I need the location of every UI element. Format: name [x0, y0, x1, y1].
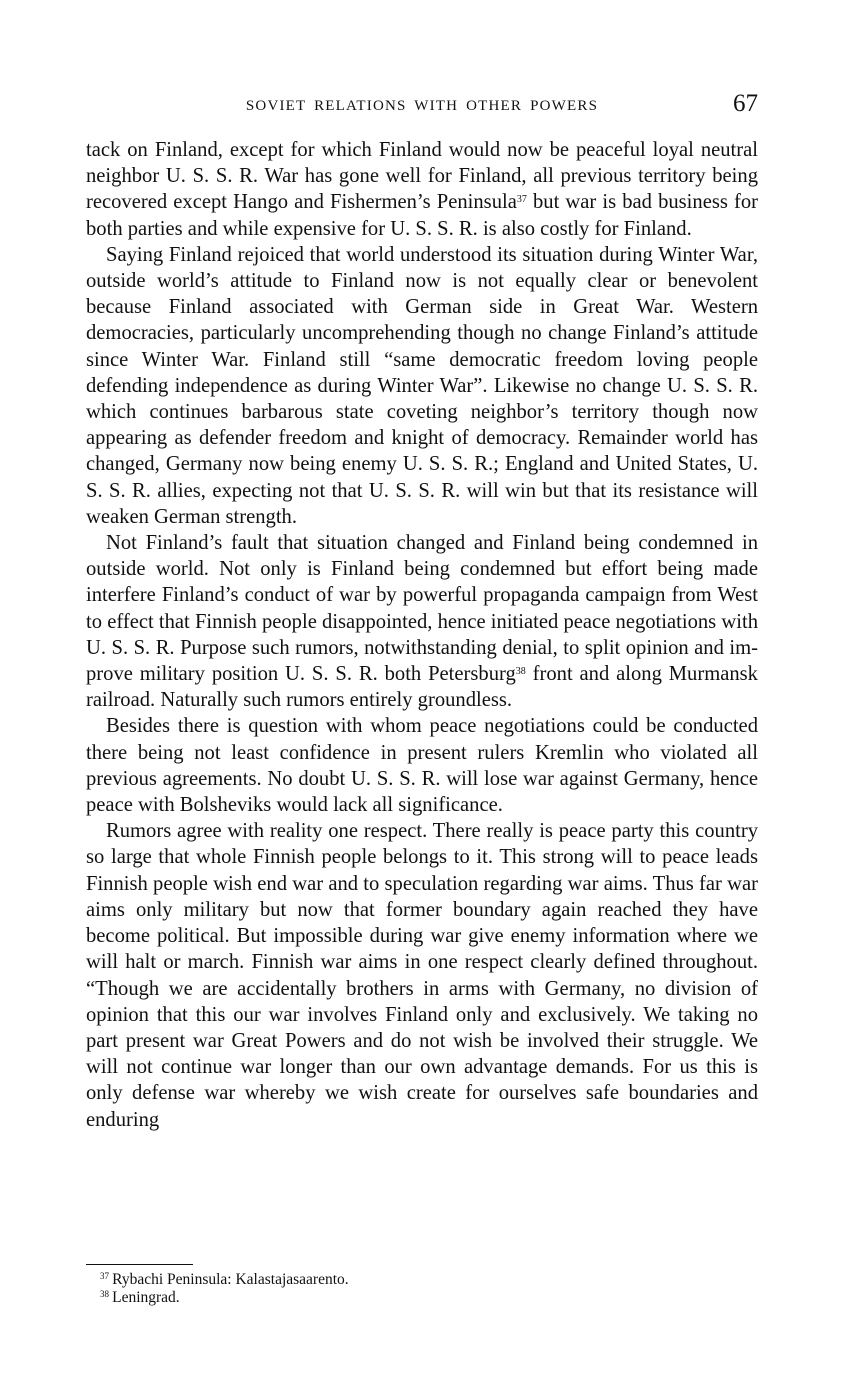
- page-number: 67: [733, 90, 758, 117]
- footnotes: [100, 1271, 700, 1307]
- footnote-ref-38: 38: [515, 666, 526, 678]
- paragraph: [86, 530, 758, 713]
- text-run: front and along Murmansk railroad. Naturally such rumors entirely groundless.: [86, 663, 758, 712]
- footnote-text: Leningrad.: [112, 1289, 180, 1306]
- text-run: but war is bad business for both parties and while expensive for U. S. S. R. is also costly for Finland.: [86, 191, 758, 240]
- footnote-marker: 38: [100, 1289, 109, 1299]
- body-text: [86, 137, 758, 1133]
- text-run: tack on Finland, except for which Finland would now be peaceful loyal neutral neighbor U. S. S. R. War has gone well for Finland, all previous territory being recovered except Hango and Fishermen’s Peninsula: [86, 139, 758, 214]
- text-run: Rumors agree with reality one respect. There really is peace party this country so large that whole Finnish people belongs to it. This strong will to peace leads Finnish people wish end war and to speculation regarding war aims. Thus far war aims only military but now that former boundary again reached they have become political. But impossible during war give enemy information where we will halt or march. Finnish war aims in one respect clearly defined throughout. “Though we are accidentally brothers in arms with Germany, no division of opinion that this our war involves Finland only and exclusively. We taking no part present war Great Powers and do not wish be involved their struggle. We will not continue war longer than our own advantage demands. For us this is only defense war whereby we wish create for ourselves safe boundaries and enduring: [86, 820, 758, 1131]
- footnote-text: Rybachi Peninsula: Kalastajasaarento.: [112, 1271, 349, 1288]
- paragraph: [86, 137, 758, 242]
- footnote-marker: 37: [100, 1271, 109, 1281]
- running-head: [86, 90, 758, 124]
- footnote-rule: [86, 1264, 193, 1265]
- paragraph: [86, 713, 758, 818]
- text-run: Saying Finland rejoiced that world understood its situation during Winter War, outside world’s attitude to Finland now is not equally clear or benevolent because Finland associated with German side in Great War. Western democracies, particularly uncomprehending though no change Finland’s attitude since Winter War. Finland still “same democratic freedom loving people defending independence as during Winter War”. Likewise no change U. S. S. R. which continues barbarous state coveting neighbor’s territory though now appearing as defender freedom and knight of democracy. Remainder world has changed, Germany now being enemy U. S. S. R.; England and United States, U. S. S. R. allies, expecting not that U. S. S. R. will win but that its resistance will weaken German strength.: [86, 243, 758, 528]
- text-run: Not Finland’s fault that situation changed and Finland being condemned in outside world. Not only is Finland being condemned but effort being made interfere Finland’s conduct of war by powerful propaganda campaign from West to effect that Finnish people disappointed, hence initiated peace negotiations with U. S. S. R. Purpose such rumors, notwithstanding denial, to split opinion and improve military position U. S. S. R. both Petersburg: [86, 532, 758, 686]
- running-title: SOVIET RELATIONS WITH OTHER POWERS: [245, 98, 599, 114]
- paragraph: [86, 818, 758, 1132]
- paragraph: [86, 242, 758, 530]
- footnote-37: [100, 1271, 700, 1289]
- footnote-ref-37: 37: [516, 194, 527, 206]
- text-run: Besides there is question with whom peace negotiations could be conducted there being not least confidence in present rulers Kremlin who violated all previous agreements. No doubt U. S. S. R. will lose war against Germany, hence peace with Bolsheviks would lack all significance.: [86, 715, 758, 817]
- footnote-38: [100, 1289, 700, 1307]
